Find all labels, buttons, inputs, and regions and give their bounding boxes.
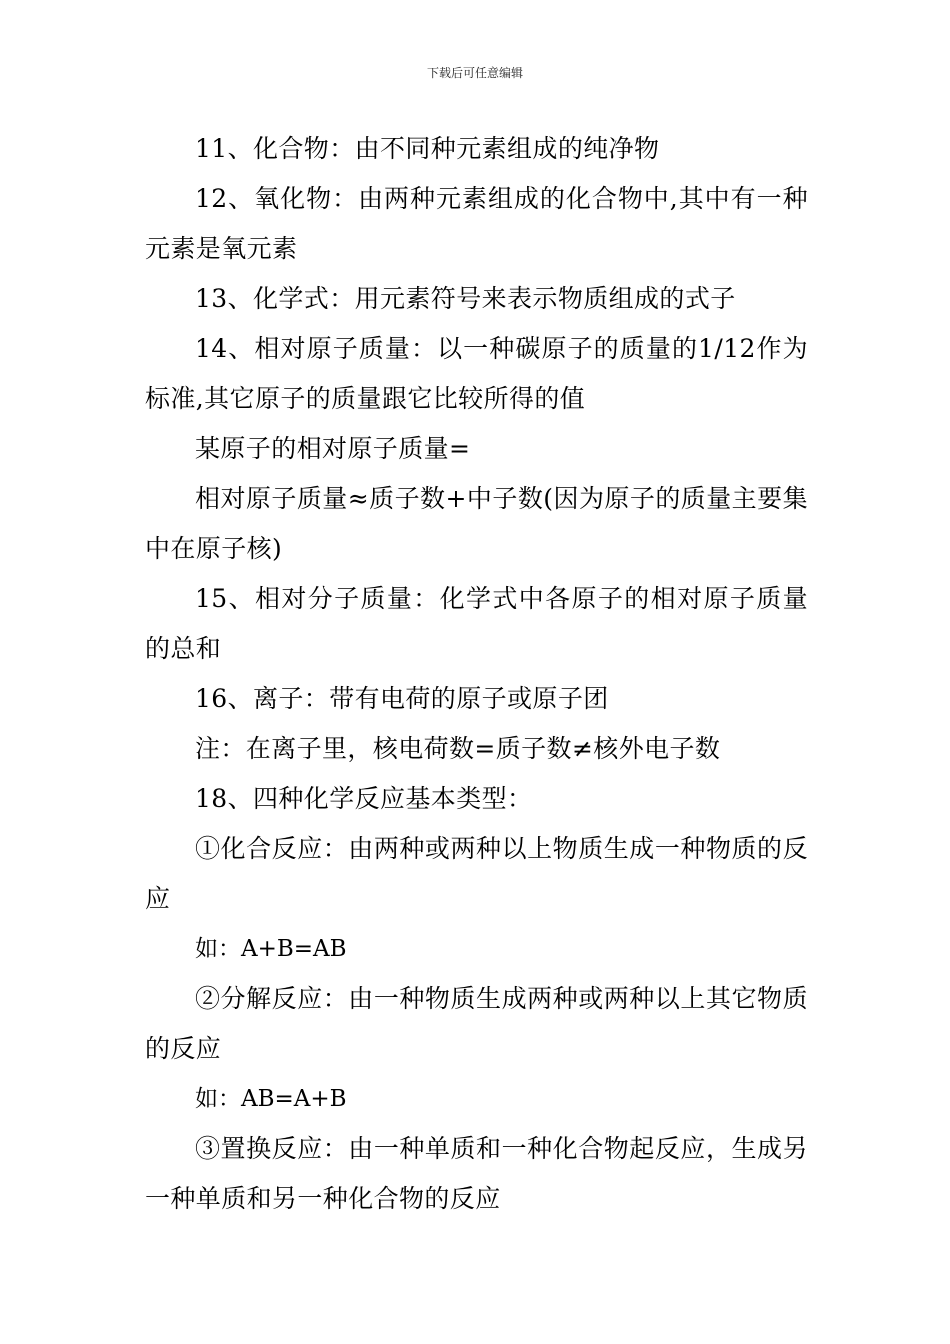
paragraph-combination-reaction: ①化合反应：由两种或两种以上物质生成一种物质的反应 [145,834,808,913]
paragraph-relative-molecular-mass: 15、相对分子质量：化学式中各原子的相对原子质量的总和 [145,584,808,663]
paragraph-chemical-formula: 13、化学式：用元素符号来表示物质组成的式子 [195,284,736,313]
paragraph-note: 注：在离子里，核电荷数=质子数≠核外电子数 [195,734,721,763]
paragraph-combination-example: 如：A+B=AB [195,936,347,962]
paragraph-atom-relative-mass: 某原子的相对原子质量= [195,434,471,463]
paragraph-oxide: 12、氧化物：由两种元素组成的化合物中,其中有一种元素是氧元素 [145,184,808,263]
paragraph-ion: 16、离子：带有电荷的原子或原子团 [195,684,609,713]
paragraph-decomposition-reaction: ②分解反应：由一种物质生成两种或两种以上其它物质的反应 [145,984,808,1063]
paragraph-displacement-reaction: ③置换反应：由一种单质和一种化合物起反应，生成另一种单质和另一种化合物的反应 [145,1134,808,1213]
paragraph-mass-approximation: 相对原子质量≈质子数+中子数(因为原子的质量主要集中在原子核) [145,484,808,563]
page-header: 下载后可任意编辑 [426,66,523,80]
document-body [145,124,808,1224]
paragraph-reaction-types: 18、四种化学反应基本类型： [195,784,533,813]
paragraph-decomposition-example: 如：AB=A+B [195,1086,347,1112]
paragraph-relative-atomic-mass: 14、相对原子质量：以一种碳原子的质量的1/12作为标准,其它原子的质量跟它比较所得的值 [145,334,808,413]
paragraph-compound: 11、化合物：由不同种元素组成的纯净物 [195,134,660,163]
